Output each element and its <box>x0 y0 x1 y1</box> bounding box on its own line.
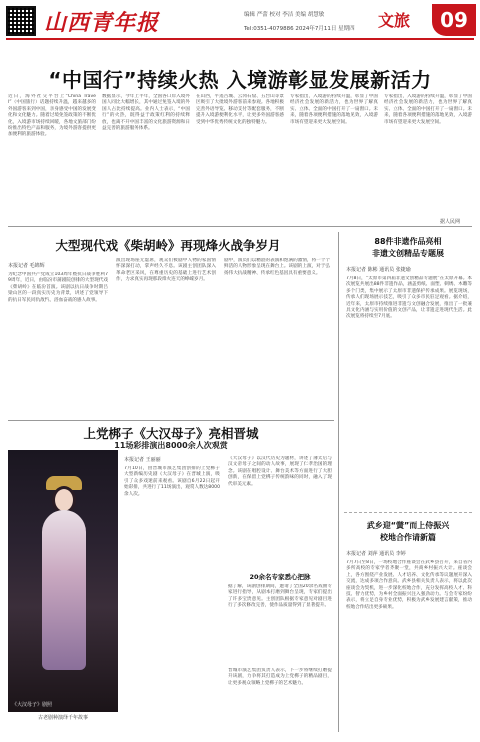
performer-costume-shape <box>42 510 86 670</box>
photo-label: 《大汉母子》剧照 <box>12 702 53 708</box>
story3-headline-1: 武乡迎“黉”而上侍振兴 <box>366 521 450 530</box>
box-divider <box>344 512 472 513</box>
story1-column-1: 为纪念中国共产党成立103周年暨抗日战争胜利79周年，近日，由临汾市蒲剧院创排的大型现代戏《柴胡岭》在临汾首演。该剧以抗日战争时期吕梁山区的一段真实历史为背景，讲述了党领导下的抗日军民同仇敌忾、浴血奋战的感人故事。 <box>8 272 108 303</box>
date-line: Tel:0351-4079886 2024年7月11日 星期四 <box>244 26 355 32</box>
box-byline: 本报记者 陈彬 通讯员 张捷瑜 <box>346 267 411 273</box>
divider <box>8 420 334 421</box>
opera-photo <box>8 450 118 712</box>
story1-byline: 本报记者 毛锦辉 <box>8 263 45 269</box>
lead-column-5: 专家指出，入境游的持续升温，彰显了中国经济社会发展的新活力，也为世界了解真实、立体、全面的中国打开了一扇窗口。未来，随着各项便利措施的落地见效，入境游市场有望迎来更大发展空间。 <box>384 94 472 125</box>
lead-column-4: 专家指出，入境游的持续升温，彰显了中国经济社会发展的新活力，也为世界了解真实、立体、全面的中国打开了一扇窗口。未来，随着各项便利措施的落地见效，入境游市场有望迎来更大发展空间。 <box>290 94 378 125</box>
story3-headline-2: 校地合作请新篇 <box>380 533 436 542</box>
story2-column-1: 7月10日，由晋城市演艺集团创排的上党梆子大型新编历史剧《大汉母子》在晋城上演，吸引了众多戏迷前来观看。该剧自6月22日起开始彩排，共进行了11场演出，观赏人数达8000余人次。 <box>124 466 220 497</box>
box-headline-1: 88件非遗作品亮相 <box>374 237 442 246</box>
photo-caption: 古老剧种演绎千年故事 <box>37 715 88 721</box>
story1-column-3: 剧中，演员们以精湛的表演和饱满的激情，将一个个鲜活的人物形象呈现在舞台上。该剧的上演，对于弘扬伟大抗战精神、传承红色基因具有重要意义。 <box>224 258 330 276</box>
story1-headline: 大型现代戏《柴胡岭》再现烽火战争岁月 <box>55 238 281 253</box>
box-body: 7月8日，“太原市第四届非遗文创精品专题展”在太原开幕。本次展览共展出88件非遗作品，涵盖剪纸、面塑、刺绣、木雕等多个门类，集中展示了太原市非遗保护传承成果。展览现场，传承人们现场展示技艺，吸引了众多市民驻足观看。据介绍，近年来，太原市持续推进非遗与文创融合发展，推出了一批兼具文化内涵与实用价值的文创产品，让非遗走进现代生活。此次展览将持续至7月底。 <box>346 276 472 320</box>
qr-code <box>6 6 36 36</box>
lead-headline: “中国行”持续火热 入境游彰显发展新活力 <box>48 68 432 92</box>
section-name: 文旅 <box>378 11 411 30</box>
lead-source: 据人民网 <box>440 219 461 225</box>
story1-column-2: 演出现场座无虚席，观众们被剧中人物的家国情怀深深打动，掌声经久不息。该剧主创团队深入革命老区采风，在尊重历史的基础上进行艺术创作，力求真实再现那段烽火连天的峥嵘岁月。 <box>116 258 216 283</box>
story3-body: 7月7日至8日，一场校地合作座谈会在武乡县召开，来自省内多所高校的专家学者齐聚一堂，共商乡村振兴大计。座谈会上，各方围绕产业发展、人才培养、文化传承等议题展开深入交流，达成多项合作意向。武乡县相关负责人表示，将以此次座谈会为契机，进一步深化校地合作，充分发挥高校人才、科技、智力优势，为乡村全面振兴注入强劲动力。与会专家纷纷表示，将立足自身专业优势，积极为武乡发展建言献策，推动校地合作结出更多硕果。 <box>346 560 472 610</box>
story2-subhead: 11场彩排演出8000余人次观赏 <box>114 441 228 450</box>
story2-column-4: 晋城市演艺集团负责人表示，下一步将继续打磨提升该剧，力争将其打造成为上党梆子的精品剧目，让更多观众领略上党梆子的艺术魅力。 <box>228 668 332 686</box>
divider <box>8 226 472 227</box>
story2-column-3: 据了解，该剧创排期间，邀请了全国20余名戏曲专家进行指导，从剧本打磨到舞台呈现，专家们提出了许多宝贵意见。主创团队根据专家意见对剧目进行了多次修改完善，使作品质量得到了显著提升。 <box>228 584 332 609</box>
box-headline-2: 非遗文创精品专题展 <box>372 249 444 258</box>
lead-column-3: 在山西，平遥古城、云冈石窟、五台山等景区吸引了大批境外游客前来参观。各地积极完善外语导览、移动支付等配套服务，不断提升入境游便利化水平，让更多外国游客感受到中华优秀传统文化的独特魅力。 <box>196 94 284 125</box>
masthead-rule <box>6 38 474 40</box>
lead-column-1: 近日，海外社交平台上“China Travel”（中国旅行）话题持续升温，越来越多的外国游客来到中国，亲身感受中国的发展变化和文化魅力。随着过境免签政策的不断优化，入境游市场持续回暖，各地文旅部门纷纷推出特色产品和服务，为境外游客提供更加便利的旅游体验。 <box>8 94 96 138</box>
column-rule <box>338 232 339 732</box>
masthead <box>6 4 474 48</box>
story3-byline: 本报记者 刘萍 通讯员 李婷 <box>346 551 406 557</box>
story2-byline: 本报记者 王丽丽 <box>124 457 161 463</box>
story2-headline: 上党梆子《大汉母子》亮相晋城 <box>83 426 259 441</box>
editor-credits: 编辑 严蕾 校对 李洁 美编 胡慧敏 <box>244 12 325 18</box>
page-number: 09 <box>432 4 476 36</box>
story2-column-2: 《大汉母子》以汉代历史为题材，讲述了薄太后与汉文帝母子之间的动人故事，展现了仁孝治国的理念。该剧在唱腔设计、舞台美术等方面进行了大胆创新，在保留上党梆子传统韵味的同时，融入了现代审美元素。 <box>228 456 332 487</box>
newspaper-logo: 山西青年报 <box>44 10 160 36</box>
lead-column-2: 数据显示，今年上半年，全国各口岸入境外国人同比大幅增长，其中通过免签入境的外国人占比持续提高。业内人士表示，“中国行”的火热，既得益于政策红利的持续释放，也离不开中国丰富的文化旅游资源和日益完善的旅游服务体系。 <box>102 94 190 132</box>
story2-mid-headline: 20余名专家悉心把脉 <box>249 573 311 581</box>
